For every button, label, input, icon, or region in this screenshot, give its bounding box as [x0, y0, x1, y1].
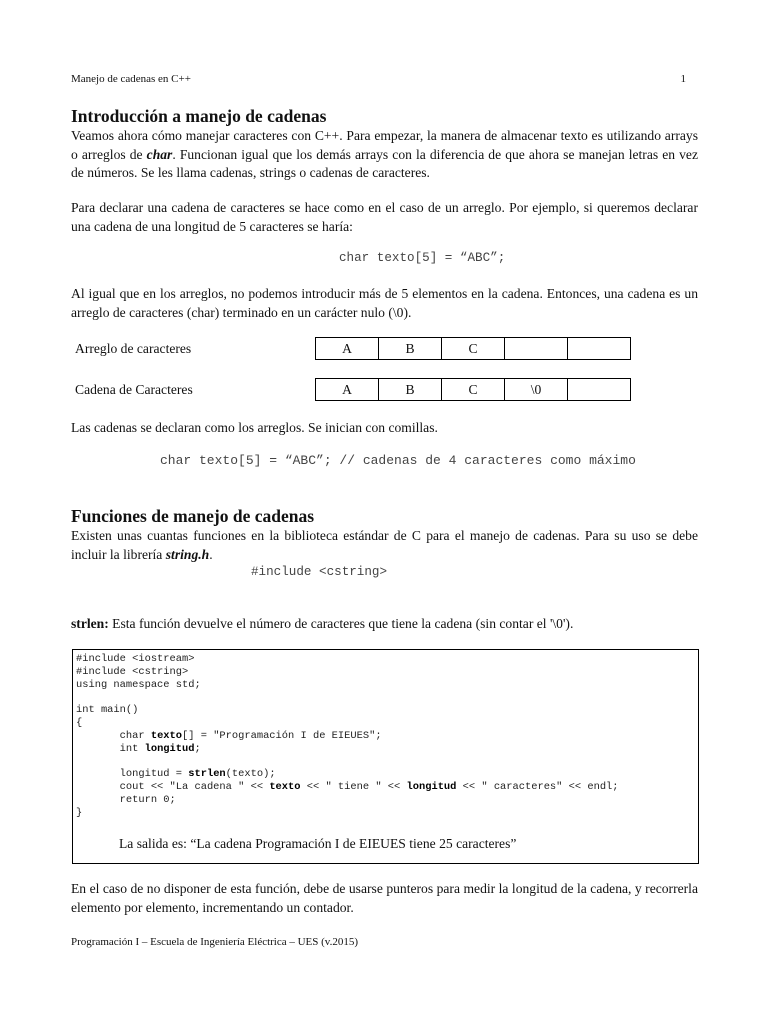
code-include: #include <cstring> [251, 565, 388, 579]
array-cell [568, 338, 631, 360]
array-cell: A [316, 338, 379, 360]
array-row-label: Arreglo de caracteres [75, 341, 192, 356]
array-cell [505, 338, 568, 360]
declaration-paragraph: Para declarar una cadena de caracteres se hace como en el caso de un arreglo. Por ejemplo, si queremos declarar una cadena de una longitud de 5 caracteres se haría: [71, 200, 698, 234]
string-diagram [315, 378, 631, 401]
running-header-title: Manejo de cadenas en C++ [71, 73, 191, 85]
string-cell: C [442, 379, 505, 401]
char-array-diagram [315, 337, 631, 360]
intro-paragraph: Veamos ahora cómo manejar caracteres con C++. Para empezar, la manera de almacenar texto es utilizando arrays o arreglos de char. Funcionan igual que los demás arrays con la diferencia de que ahora se manejan letras en vez de números. Se les llama cadenas, strings o cadenas de caracteres. [71, 128, 698, 181]
functions-paragraph: Existen unas cuantas funciones en la biblioteca estándar de C para el manejo de cadenas. Para su uso se debe incluir la librería string.h. [71, 528, 698, 562]
section-heading-functions: Funciones de manejo de cadenas [71, 506, 315, 526]
array-cell: C [442, 338, 505, 360]
running-footer: Programación I – Escuela de Ingeniería Eléctrica – UES (v.2015) [71, 936, 359, 948]
program-output-text: La salida es: “La cadena Programación I de EIEUES tiene 25 caracteres” [119, 836, 517, 851]
code-example-box [72, 649, 699, 864]
strlen-term: strlen: [71, 616, 109, 631]
string-row-label: Cadena de Caracteres [75, 382, 193, 397]
code-listing: #include <iostream> #include <cstring> using namespace std; int main() { char texto[] = "Programación I de EIEUES"; int longitud; longitud = strlen(texto); cout << "La cadena " << texto << " tiene " << longitud << " caracteres" << endl; return 0; } [76, 653, 619, 819]
closing-paragraph: En el caso de no disponer de esta función, debe de usarse punteros para medir la longitud de la cadena, y recorrerla elemento por elemento, incrementando un contador. [71, 881, 698, 915]
page-number: 1 [680, 73, 686, 85]
document-page [71, 0, 698, 1024]
char-emphasis: char [146, 146, 173, 162]
code-declaration: char texto[5] = “ABC”; [339, 251, 506, 265]
string-cell [568, 379, 631, 401]
string-h-emphasis: string.h [165, 546, 210, 562]
string-cell: B [379, 379, 442, 401]
array-cell: B [379, 338, 442, 360]
strlen-paragraph: strlen: Esta función devuelve el número de caracteres que tiene la cadena (sin contar el '\0'). [71, 616, 574, 631]
section-heading-intro: Introducción a manejo de cadenas [71, 106, 327, 126]
declare-strings-paragraph: Las cadenas se declaran como los arreglos. Se inician con comillas. [71, 420, 438, 435]
string-cell: A [316, 379, 379, 401]
code-initialization: char texto[5] = “ABC”; // cadenas de 4 caracteres como máximo [160, 453, 636, 468]
null-terminator-paragraph: Al igual que en los arreglos, no podemos introducir más de 5 elementos en la cadena. Entonces, una cadena es un arreglo de caracteres (char) terminado en un carácter nulo (\0). [71, 286, 698, 320]
string-cell: \0 [505, 379, 568, 401]
